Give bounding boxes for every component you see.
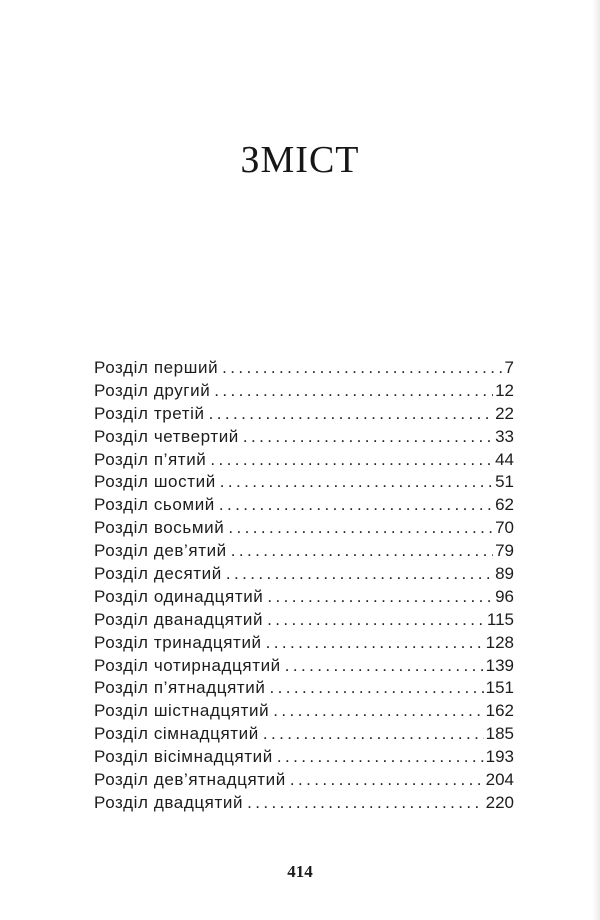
toc-entry — [94, 747, 514, 770]
toc-entry-label: Розділ п’ятий — [94, 449, 207, 469]
dot-leader — [267, 587, 493, 607]
toc-entry — [94, 724, 514, 747]
toc-entry-page: 44 — [495, 449, 514, 469]
dot-leader — [266, 633, 484, 653]
toc-entry — [94, 564, 514, 587]
toc-entry-page: 220 — [485, 792, 514, 812]
toc-entry-page: 151 — [485, 678, 514, 698]
dot-leader — [285, 656, 484, 676]
toc-entry-page: 33 — [495, 426, 514, 446]
toc-entry-page: 139 — [485, 655, 514, 675]
toc-entry — [94, 381, 514, 404]
dot-leader — [219, 495, 493, 515]
toc-entry-label: Розділ сімнадцятий — [94, 724, 259, 744]
toc-entry — [94, 358, 514, 381]
page-title: ЗМІСТ — [240, 139, 360, 181]
toc-entry — [94, 793, 514, 816]
toc-entry-page: 115 — [486, 609, 514, 629]
toc-entry-label: Розділ перший — [94, 358, 219, 377]
toc-entry-page: 185 — [485, 724, 514, 744]
table-of-contents — [94, 358, 514, 816]
toc-entry-label: Розділ шостий — [94, 472, 216, 492]
toc-entry-page: 128 — [485, 632, 514, 652]
toc-entry-label: Розділ двадцятий — [94, 792, 244, 812]
dot-leader — [209, 404, 493, 424]
dot-leader — [269, 678, 483, 698]
toc-entry-label: Розділ чотирнадцятий — [94, 655, 281, 675]
toc-entry — [94, 404, 514, 427]
toc-entry-label: Розділ сьомий — [94, 495, 215, 515]
dot-leader — [226, 564, 493, 584]
toc-entry-label: Розділ вісімнадцятий — [94, 747, 273, 767]
toc-entry-page: 7 — [504, 358, 514, 377]
toc-entry-page: 162 — [485, 701, 514, 721]
toc-entry-label: Розділ дванадцятий — [94, 609, 264, 629]
toc-entry-page: 62 — [495, 495, 514, 515]
toc-entry — [94, 701, 514, 724]
toc-entry-page: 22 — [495, 403, 514, 423]
toc-entry-page: 79 — [495, 541, 514, 561]
toc-entry-label: Розділ дев’ятнадцятий — [94, 770, 286, 790]
toc-entry-label: Розділ четвертий — [94, 426, 239, 446]
toc-entry — [94, 610, 514, 633]
toc-entry — [94, 678, 514, 701]
toc-entry-page: 70 — [495, 518, 514, 538]
toc-entry — [94, 427, 514, 450]
page-number: 414 — [287, 862, 313, 881]
dot-leader — [228, 518, 493, 538]
toc-entry — [94, 450, 514, 473]
toc-entry-page: 204 — [485, 770, 514, 790]
toc-entry — [94, 587, 514, 610]
toc-entry-page: 89 — [495, 564, 514, 584]
toc-entry-page: 51 — [495, 472, 514, 492]
toc-entry-label: Розділ дев’ятий — [94, 541, 227, 561]
toc-entry-label: Розділ п’ятнадцятий — [94, 678, 266, 698]
toc-entry — [94, 472, 514, 495]
dot-leader — [220, 472, 493, 492]
toc-entry-label: Розділ шістнадцятий — [94, 701, 270, 721]
toc-entry — [94, 541, 514, 564]
toc-entry-label: Розділ одинадцятий — [94, 586, 264, 606]
toc-entry-page: 96 — [495, 586, 514, 606]
toc-entry — [94, 770, 514, 793]
dot-leader — [214, 381, 493, 401]
toc-entry — [94, 633, 514, 656]
toc-entry-label: Розділ восьмий — [94, 518, 225, 538]
toc-entry-page: 193 — [485, 747, 514, 767]
dot-leader — [273, 701, 483, 721]
toc-entry — [94, 495, 514, 518]
dot-leader — [290, 770, 484, 790]
toc-entry-label: Розділ третій — [94, 403, 205, 423]
dot-leader — [231, 541, 493, 561]
toc-entry-label: Розділ десятий — [94, 564, 222, 584]
dot-leader — [267, 610, 485, 630]
dot-leader — [247, 793, 484, 813]
dot-leader — [277, 747, 484, 767]
dot-leader — [243, 427, 493, 447]
dot-leader — [210, 450, 493, 470]
toc-entry — [94, 518, 514, 541]
toc-entry-label: Розділ другий — [94, 380, 211, 400]
toc-entry — [94, 656, 514, 679]
toc-entry-page: 12 — [495, 380, 514, 400]
dot-leader — [222, 358, 502, 378]
dot-leader — [263, 724, 484, 744]
toc-entry-label: Розділ тринадцятий — [94, 632, 262, 652]
